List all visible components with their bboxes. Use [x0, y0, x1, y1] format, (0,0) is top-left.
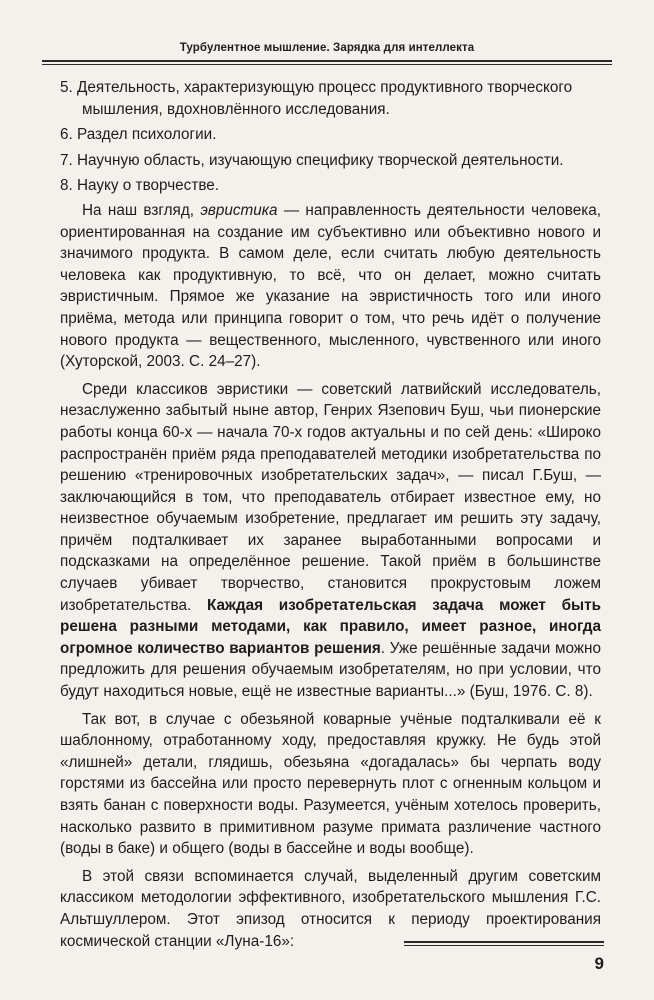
paragraph-text: . Уже решённые задачи можно предложить для решения обучаемым изобретателям, но при условии, что будут находиться новые, ещё не известные варианты...» (Буш, 1976. С. 8). [60, 639, 601, 701]
paragraph-text: — направленность деятельности человека, ориентированная на создание им субъективно или объективно нового и значимого продукта. В самом деле, если считать любую деятельность человека как продуктивную, то всё, что он делает, можно считать эвристичным. Прямое же указание на эвристичность того или иного приёма, метода или принципа говорит о том, что речь идёт о получение нового продукта — вещественного, мысленного, чувственного или иного (Хуторской, 2003. С. 24–27). [60, 201, 601, 371]
paragraph-heuristics-definition [60, 200, 601, 373]
body-text [60, 77, 601, 952]
italic-term: эвристика [200, 201, 278, 219]
bold-emphasis: Каждая изобретательская задача может быть решена разными методами, как правило, имеет разное, иногда огромное количество вариантов решения [60, 596, 602, 657]
page-number: 9 [594, 954, 604, 973]
running-header: Турбулентное мышление. Зарядка для интеллекта [179, 42, 475, 54]
list-item: 7. Научную область, изучающую специфику творческой деятельности. [60, 151, 564, 169]
list-item: 8. Науку о творчестве. [60, 177, 220, 195]
list-item: 6. Раздел психологии. [60, 126, 217, 144]
paragraph-bush-quote [60, 379, 601, 703]
list-item: 5. Деятельность, характеризующую процесс продуктивного творческого мышления, вдохновлённого исследования. [60, 79, 573, 118]
footer-rule [404, 941, 604, 946]
paragraph-monkey: Так вот, в случае с обезьяной коварные учёные подталкивали её к шаблонному, отработанному ходу, предоставляя кружку. Не будь этой «лишней» детали, глядишь, обезьяна «догадалась» бы черпать воду горстями из бассейна или просто перевернуть плот с огненным кольцом и взять банан с поверхности воды. Разумеется, учёным хотелось проверить, насколько развито в примитивном разуме примата различение частного (воды в баке) и общего (воды в бассейне и воды вообще). [60, 710, 601, 858]
paragraph-text: На наш взгляд, [82, 201, 201, 219]
paragraph-altshuller: В этой связи вспоминается случай, выделенный другим советским классиком методологии эффективного, изобретательского мышления Г.С. Альтшуллером. Этот эпизод относится к периоду проектирования космической станции «Луна-16»: [60, 867, 601, 950]
paragraph-text: Среди классиков эвристики — советский латвийский исследователь, незаслуженно забытый ныне автор, Генрих Язепович Буш, чьи пионерские работы конца 60-х — начала 70-х годов актуальны и по сей день: «Широко распространён приём ряда преподавателей методики изобретательства по решению «тренировочных изобретательских задач», — писал Г.Буш, — заключающийся в том, что преподаватель отбирает известное ему, но неизвестное обучаемым изобретение, предлагает им решить эту задачу, причём подталкивает их заранее выработанными вопросами и подсказками на определённое решение. Такой приём в большинстве случаев убивает творчество, становится прокрустовым ложем изобретательства. [60, 380, 601, 614]
header-rule [42, 60, 612, 65]
